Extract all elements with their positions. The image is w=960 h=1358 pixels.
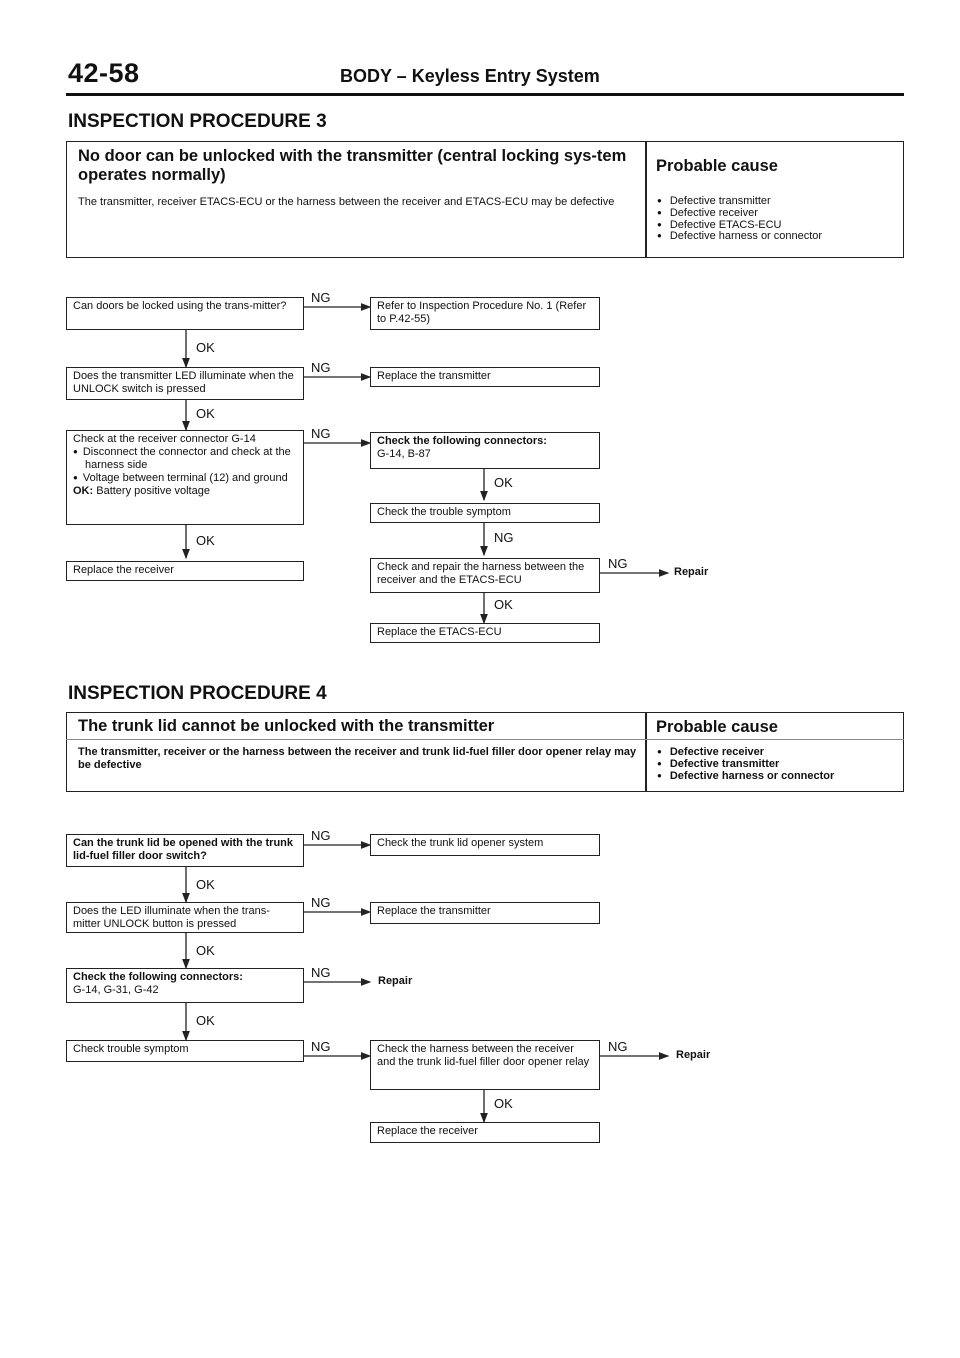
step-title: Check the following connectors: — [73, 971, 243, 983]
cause-item: ● Defective harness or connector — [657, 771, 834, 783]
ok-label: OK — [196, 406, 215, 421]
cause-item: ● Defective receiver — [657, 747, 834, 759]
proc3-problem-title: No door can be unlocked with the transmitter (central locking sys-tem operates normally) — [78, 147, 627, 184]
proc4-cause-heading: Probable cause — [656, 718, 778, 736]
proc3-step-replace-ecu: Replace the ETACS-ECU — [370, 623, 600, 643]
step-sub: G-14, G-31, G-42 — [73, 983, 159, 996]
proc3-step-lock-check: Can doors be locked using the trans-mitter? — [66, 297, 304, 330]
step-ok-criterion — [73, 485, 297, 498]
proc4-repair-connectors: Repair — [378, 975, 413, 987]
ok-label: OK — [196, 943, 215, 958]
proc3-heading: INSPECTION PROCEDURE 3 — [68, 111, 327, 132]
ok-label: OK — [196, 1013, 215, 1028]
proc3-step-led-check: Does the transmitter LED illuminate when the UNLOCK switch is pressed — [66, 367, 304, 400]
ok-label: OK — [494, 475, 513, 490]
proc4-problem-title: The trunk lid cannot be unlocked with the transmitter — [78, 717, 495, 735]
ng-label: NG — [494, 530, 514, 545]
proc4-problem-desc: The transmitter, receiver or the harness between the receiver and trunk lid-fuel filler door opener relay may be defective — [78, 746, 637, 771]
proc3-step-trouble-symptom: Check the trouble symptom — [370, 503, 600, 523]
proc3-step-replace-transmitter: Replace the transmitter — [370, 367, 600, 387]
page-title: BODY – Keyless Entry System — [340, 66, 600, 86]
proc4-step-replace-receiver: Replace the receiver — [370, 1122, 600, 1143]
proc3-step-check-connectors — [370, 432, 600, 469]
ng-label: NG — [608, 556, 628, 571]
ok-criterion-text: Battery positive voltage — [96, 485, 210, 497]
cause-item: ● Defective harness or connector — [657, 231, 822, 243]
ok-label: OK — [494, 597, 513, 612]
step-title: Check the following connectors: — [377, 435, 547, 447]
proc4-step-replace-transmitter: Replace the transmitter — [370, 902, 600, 924]
ok-label: OK — [196, 877, 215, 892]
proc4-step-switch-check: Can the trunk lid be opened with the trunk lid-fuel filler door switch? — [66, 834, 304, 867]
ok-label: OK — [196, 340, 215, 355]
proc3-step-refer-proc1: Refer to Inspection Procedure No. 1 (Refer to P.42-55) — [370, 297, 600, 330]
step-bullet: ● Disconnect the connector and check at the harness side — [73, 446, 297, 472]
proc4-step-check-harness: Check the harness between the receiver and the trunk lid-fuel filler door opener relay — [370, 1040, 600, 1090]
proc3-step-receiver-connector — [66, 430, 304, 525]
proc4-divider — [645, 712, 647, 792]
ng-label: NG — [311, 965, 331, 980]
page-number: 42-58 — [68, 58, 140, 88]
step-bullet: ● Voltage between terminal (12) and ground — [73, 472, 297, 486]
step-bullets — [73, 446, 297, 486]
ok-label: OK — [196, 533, 215, 548]
cause-item: ● Defective receiver — [657, 208, 822, 220]
cause-item: ● Defective ETACS-ECU — [657, 220, 822, 232]
proc4-title-rule — [66, 739, 904, 740]
ng-label: NG — [311, 360, 331, 375]
ng-label: NG — [311, 426, 331, 441]
proc3-step-repair-harness: Check and repair the harness between the receiver and the ETACS-ECU — [370, 558, 600, 593]
proc4-step-opener-system: Check the trunk lid opener system — [370, 834, 600, 856]
cause-item: ● Defective transmitter — [657, 759, 834, 771]
proc3-problem-desc: The transmitter, receiver ETACS-ECU or the harness between the receiver and ETACS-ECU may be defective — [78, 196, 615, 208]
proc4-step-trouble-symptom: Check trouble symptom — [66, 1040, 304, 1062]
ok-criterion-label: OK: — [73, 485, 94, 497]
proc4-step-led-check: Does the LED illuminate when the trans-mitter UNLOCK button is pressed — [66, 902, 304, 933]
ng-label: NG — [311, 895, 331, 910]
ng-label: NG — [311, 290, 331, 305]
ng-label: NG — [311, 828, 331, 843]
ok-label: OK — [494, 1096, 513, 1111]
ng-label: NG — [608, 1039, 628, 1054]
ng-label: NG — [311, 1039, 331, 1054]
cause-item: ● Defective transmitter — [657, 196, 822, 208]
step-title: Check at the receiver connector G-14 — [73, 433, 256, 445]
proc3-step-replace-receiver: Replace the receiver — [66, 561, 304, 581]
proc3-repair: Repair — [674, 566, 709, 578]
proc4-repair-harness: Repair — [676, 1049, 711, 1061]
proc4-step-check-connectors — [66, 968, 304, 1003]
step-sub: G-14, B-87 — [377, 447, 431, 460]
proc4-heading: INSPECTION PROCEDURE 4 — [68, 683, 327, 704]
proc4-cause-list — [657, 747, 834, 782]
proc3-cause-heading: Probable cause — [656, 157, 778, 175]
